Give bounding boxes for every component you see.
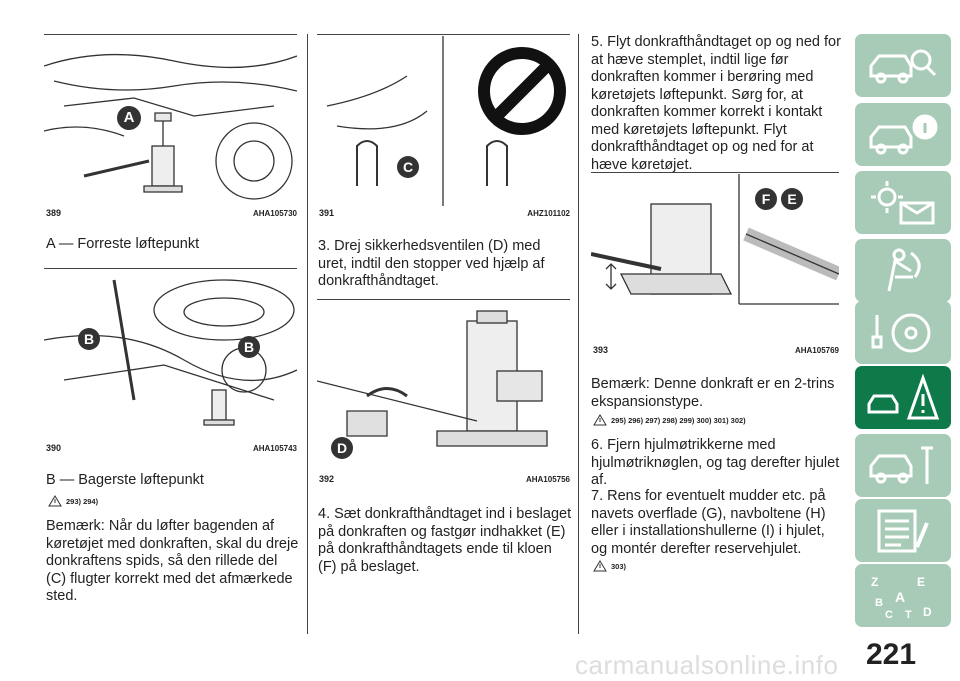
callout-f: F [755, 188, 777, 210]
step-4: 4. Sæt donkrafthåndtaget ind i beslaget på donkraften og fastgør indhakket (E) på donkrafthåndtagets ende til kloen (F) på beslaget. [318, 506, 572, 575]
figure-top-rule [591, 172, 839, 173]
caption-front-lift-point: A — Forreste løftepunkt [46, 236, 200, 252]
warning-lights-icon [865, 179, 941, 227]
note-rear-lifting: Bemærk: Når du løfter bagenden af køretøjet med donkraften, skal du dreje donkraftens spids, så den rillede del (C) flugter korrekt med det afmærkede sted. [46, 518, 299, 604]
figure-code: AHZ101102 [527, 209, 570, 218]
warning-reference [593, 414, 746, 426]
callout-c: C [397, 156, 419, 178]
figure-top-rule [44, 268, 297, 269]
callout-a: A [117, 106, 141, 130]
car-search-icon [865, 42, 941, 90]
callout-b: B [78, 328, 100, 350]
checklist-icon [865, 507, 941, 555]
warning-triangle-icon [593, 414, 607, 426]
callout-b: B [238, 336, 260, 358]
chapter-tab-warning-lights[interactable] [855, 171, 951, 234]
chapter-tab-car-info[interactable] [855, 103, 951, 166]
step-3: 3. Drej sikkerhedsventilen (D) med uret, indtil den stopper ved hjælp af donkrafthåndtaget. [318, 238, 545, 289]
chapter-tab-emergency[interactable] [855, 366, 951, 429]
chapter-tab-index[interactable] [855, 564, 951, 627]
index-letter: Z [871, 575, 879, 589]
figure-top-rule [317, 299, 570, 300]
column-divider [307, 34, 308, 634]
car-info-icon [865, 111, 941, 159]
index-letter: A [895, 589, 906, 605]
step-6: 6. Fjern hjulmøtrikkerne med hjulmøtriknøglen, og tag derefter hjulet af. [591, 437, 840, 488]
step-7: 7. Rens for eventuelt mudder etc. på navets overflade (G), navboltene (H) eller i installationshullerne (I) i hjulet, og montér derefter reservehjulet. [591, 488, 826, 557]
emergency-icon [865, 374, 941, 422]
watermark: carmanualsonline.info [575, 650, 839, 680]
figure-code: AHA105730 [252, 209, 297, 218]
chapter-tab-steering-key[interactable] [855, 301, 951, 364]
chapter-tab-checklist[interactable] [855, 499, 951, 562]
warning-ref-numbers: 303) [611, 561, 627, 571]
note-two-stage-jack: Bemærk: Denne donkraft er en 2-trins ekspansionstype. [591, 376, 835, 410]
index-letter: D [923, 605, 932, 619]
warning-triangle-icon [48, 495, 62, 507]
warning-ref-numbers: 293) 294) [66, 496, 99, 506]
chapter-tab-airbag-seat[interactable] [855, 239, 951, 302]
callout-e: E [781, 188, 803, 210]
figure-391-jack-head [317, 36, 570, 206]
figure-number: 389 [46, 208, 62, 218]
index-az-icon [865, 572, 941, 620]
airbag-seat-icon [865, 247, 941, 295]
warning-reference [48, 495, 98, 507]
index-letter: E [917, 575, 926, 589]
figure-number: 393 [593, 345, 609, 355]
car-wrench-icon [865, 442, 941, 490]
figure-number: 391 [319, 208, 335, 218]
figure-393-jack-handle [591, 174, 839, 342]
index-letter: T [905, 609, 912, 620]
figure-number: 390 [46, 443, 62, 453]
caption-rear-lift-point: B — Bagerste løftepunkt [46, 472, 204, 488]
chapter-tab-car-wrench[interactable] [855, 434, 951, 497]
page-number: 221 [866, 638, 917, 671]
figure-389-jack-front [44, 36, 297, 206]
index-letter: C [885, 609, 893, 620]
column-divider [578, 34, 579, 634]
figure-code: AHA105769 [794, 346, 839, 355]
step-5: 5. Flyt donkrafthåndtaget op og ned for at hæve stemplet, indtil lige før donkraften kommer i berøring med køretøjets løftepunkt. Sørg for, at donkraften kommer korrekt i kontakt med køretøjets løftepunkt. Flyt donkrafthåndtaget op og ned for at hæve køretøjet. [591, 34, 841, 173]
steering-key-icon [865, 309, 941, 357]
warning-triangle-icon [593, 560, 607, 572]
figure-392-safety-valve [317, 301, 570, 471]
warning-reference [593, 560, 626, 572]
figure-code: AHA105756 [525, 475, 570, 484]
figure-top-rule [44, 34, 297, 35]
figure-code: AHA105743 [252, 444, 297, 453]
warning-ref-numbers: 295) 296) 297) 298) 299) 300) 301) 302) [611, 415, 746, 425]
figure-top-rule [317, 34, 570, 35]
figure-390-jack-rear [44, 270, 297, 440]
chapter-tab-car-search[interactable] [855, 34, 951, 97]
index-letter: B [875, 597, 883, 609]
figure-number: 392 [319, 474, 335, 484]
callout-d: D [331, 437, 353, 459]
